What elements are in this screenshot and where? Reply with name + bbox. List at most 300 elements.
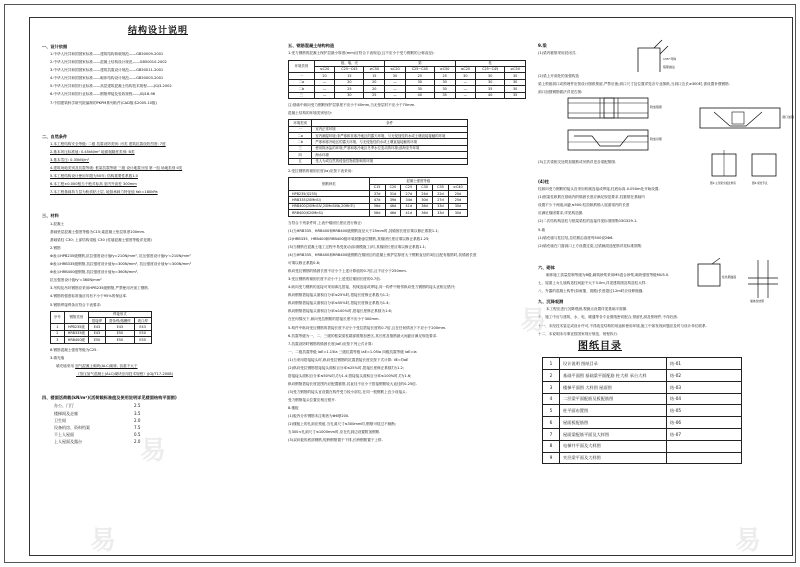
beam-note: (2)梁上开洞处的加强构造 — [538, 73, 580, 78]
load-name: 办公、门厅 — [54, 403, 74, 409]
table-cell: 使用除冰盐的环境;严寒和寒冷地区冬季水位变动的环境;滨海室外环境 — [312, 145, 468, 151]
table-header: 板、墙、壳 — [314, 60, 384, 66]
load-value: 2.5 — [134, 403, 141, 409]
table-cell: 41d — [401, 210, 417, 216]
subheading: 3.填充墙 — [50, 355, 65, 360]
table-cell: 四 — [289, 152, 312, 158]
table-cell: — — [314, 79, 335, 85]
table-subheader: ≤C20 — [314, 66, 335, 72]
drawing-index-row — [543, 393, 742, 405]
list-item: 纵向钢筋搭接接头面积百分率≤25%时,搭接长度修正系数为1.2; — [288, 293, 390, 298]
beam-note: 洞口加强钢筋做法详见右图: — [538, 89, 583, 94]
right-column — [538, 18, 788, 464]
table-subheader: C15 — [369, 184, 385, 190]
drawing-name: 柱平面布置图 — [560, 405, 667, 417]
list-item: (1)填充墙与柱拉结,拉结筋沿高度每500设2Φ6. — [538, 235, 614, 240]
stirrup-label: 箍筋做法 — [663, 65, 676, 69]
slab-notes — [288, 414, 528, 443]
drawing-name: 屋面梁配筋平面及大样图 — [560, 428, 667, 440]
steel-list — [42, 254, 274, 283]
table-cell: 30 — [505, 73, 526, 79]
table-cell: HRB400级 — [64, 337, 88, 343]
table-cell: E50 — [88, 337, 105, 343]
list-item: 3.中华人民共和国国家标准——建筑抗震设计规范——GB50011-2001 — [50, 68, 164, 73]
list-item: 抗压强度设计值fy'=360N/mm² — [50, 278, 102, 283]
table-cell: 36d — [417, 210, 433, 216]
watermark: 易 — [520, 306, 547, 336]
section-heading: 五、钢筋混凝土结构构造 — [288, 43, 335, 48]
table-cell: E50 — [106, 330, 135, 336]
subheading: 2.钢筋 — [50, 246, 61, 251]
column-detail-label: 柱纵筋锚固 — [722, 275, 736, 279]
anchor-notes — [288, 221, 528, 403]
concrete-text: 基础垫层混凝土强度等级为C15;素混凝土垫层厚度100mm. — [50, 229, 146, 234]
infill-wall-spec: 加气混凝土砌块(ALC)砌体, 容重不大于 — [75, 363, 138, 368]
drawing-name: 二层梁平面配筋及板配筋图 — [560, 393, 667, 405]
table-row — [51, 337, 152, 343]
list-item: 当符合下列条件时,上表中锚固长度应进行修正: — [288, 220, 363, 225]
drawing-code: 结-05 — [667, 405, 742, 417]
column-wall-diagram — [694, 258, 794, 304]
table-cell: E55 — [134, 337, 151, 343]
table-row — [289, 158, 468, 164]
table-cell: 35 — [476, 86, 505, 92]
load-name: 卫生间 — [54, 417, 66, 423]
list-item: (2)楼板上的孔洞应预留,当孔洞尺寸≤300mm时,钢筋可绕过不截断; — [288, 422, 397, 427]
drawing-index-table — [542, 357, 742, 464]
env-title: 混凝土结构的环境类别划分: — [288, 111, 333, 116]
table-cell: 25 — [335, 86, 364, 92]
table-cell: 三 — [289, 145, 312, 151]
section-heading: (4)柱 — [538, 178, 549, 184]
drawing-index-row — [543, 428, 742, 440]
load-value: 7.5 — [134, 424, 141, 430]
drawing-number: 7 — [543, 428, 560, 440]
table-cell: 1 — [51, 324, 65, 330]
table-cell: 33d — [433, 210, 449, 216]
settlement-text: 本工程应进行沉降观测,观测点设置详见基础平面图. — [546, 307, 628, 312]
drawing-name: 基础平面图 基础梁平面配筋 柱大样 承台大样 — [560, 370, 667, 382]
list-item: 应满足锚固要求,详见构造图. — [538, 211, 584, 216]
table-subheader: C25 — [401, 184, 417, 190]
subheading: 8.楼板 — [288, 406, 299, 411]
table-subheader: C25~C45 — [405, 66, 434, 72]
drawing-index-row — [543, 405, 742, 417]
table-cell: 30 — [335, 92, 364, 98]
list-item: 5.构件中纵向受压钢筋的搭接长度不应小于受拉搭接长度的0.7倍,且在任何情况下不应小于200mm. — [288, 325, 447, 330]
table-subheader: ≥C50 — [364, 66, 385, 72]
table-cell: 室内正常环境 — [312, 126, 468, 132]
detail-caption: 图2:梁柱节点 — [752, 182, 768, 185]
table-subheader: 搭接焊 — [88, 318, 105, 324]
load-name: 楼梯间及走廊 — [54, 410, 78, 416]
list-item: 可乘以修正系数0.8; — [288, 261, 321, 266]
drawing-number: 4 — [543, 393, 560, 405]
drawing-index-row — [543, 452, 742, 464]
drawing-name: 设计说明 图纸目录 — [560, 358, 667, 370]
load-value: 2.0 — [134, 417, 141, 423]
table-cell: 27d — [401, 191, 417, 197]
infill-wall-label: 填充墙采用 — [56, 363, 74, 368]
list-item: (2)HRB335、HRB400和RRB400级环氧树脂涂层钢筋,其锚固长度应乘以修正系数1.25; — [288, 236, 430, 241]
load-value: 0.5 — [134, 432, 141, 438]
list-item: 2.中华人民共和国国家标准——混凝土结构设计规范——GB50010-2002 — [50, 60, 167, 65]
beam-additional-stirrup-diagram — [564, 94, 674, 164]
beam-note: (3)主次梁相交处附加箍筋或吊筋详见各梁配筋图. — [538, 159, 617, 164]
load-name: 上人屋面及露台 — [54, 439, 82, 445]
table-cell: 34d — [401, 197, 417, 203]
weld-table — [50, 311, 152, 344]
detail-caption: 图1:主次梁交接处构造 — [710, 182, 736, 185]
list-item: 7.中国建筑科学研究院编制的PKPM系列软件(CAD版本2005.10版) — [50, 100, 157, 105]
list-item: 3.受压钢筋的锚固长度不应小于上述受拉锚固长度的0.7倍. — [288, 277, 381, 282]
watermark: 易 — [735, 526, 762, 556]
drawing-frame — [29, 17, 793, 556]
table-header: 序号 — [51, 311, 65, 324]
list-item: 在任何情况下,纵向受拉钢筋的搭接长度不应小于300mm. — [288, 317, 380, 322]
table-subheader: C35 — [433, 184, 449, 190]
list-item: (2)填充墙在门窗洞口上方设置过梁,过梁截面及配筋详见标准图集. — [538, 243, 643, 248]
list-item: 6.本工程±0.000相当于绝对标高 室内外高差 300mm — [50, 182, 137, 187]
list-item: 5.墙 — [538, 227, 546, 232]
table-subheader: ≤C20 — [455, 66, 476, 72]
table-cell: 27d — [433, 197, 449, 203]
table-cell: 25d — [448, 197, 467, 203]
list-item: 柱纵向受力钢筋的接头宜采用机械连接或焊接,柱底标高-0.050m处开始设置. — [538, 187, 660, 192]
list-item: 4.纵向受力钢筋的连接可采用绑扎搭接、机械连接或焊接,同一构件中相邻纵向受力钢筋的接头宜相互错开; — [288, 285, 456, 290]
list-item: (1)当采用搭接接头时,纵向受拉钢筋的抗震搭接长度应按下式计算: llE=ζlaE — [288, 357, 409, 362]
list-item: 6.中华人民共和国行业标准——钢筋焊接及验收规程——JGJ18-96 — [50, 92, 156, 97]
table-subheader: 坡口焊 — [134, 318, 151, 324]
table-cell: 二a — [289, 133, 312, 139]
list-item: 5.中华人民共和国行业标准——高层建筑混凝土结构技术规程——JGJ3-2002 — [50, 84, 172, 89]
beam-a-label: 附加箍筋 — [650, 105, 663, 109]
section-heading: 四、楼面活荷载(kN/m²)(活荷载标准值及使用说明详见楼面结构平面图) — [42, 394, 177, 400]
beam-opening-diagram — [698, 104, 798, 144]
list-item: 4.中华人民共和国国家标准——砌体结构设计规范——GB50003-2001 — [50, 76, 164, 81]
middle-column — [288, 18, 528, 446]
drawing-number: 9 — [543, 452, 560, 464]
table-cell: 35 — [505, 92, 526, 98]
section-heading: 二、自然条件 — [42, 133, 68, 139]
table-cell: HRB335级 — [64, 330, 88, 336]
drawing-code: 结-04 — [667, 393, 742, 405]
list-item: (3)双向板的底部钢筋,短跨钢筋置于下排,长跨钢筋置于上排. — [288, 438, 383, 443]
table-cell: — — [385, 86, 406, 92]
table-cell: 30 — [434, 86, 455, 92]
table-subheader: C30 — [417, 184, 433, 190]
table-cell: 24d — [417, 191, 433, 197]
table-header: 环境类别 — [289, 60, 315, 73]
list-item: 6.抗震等级为一、二、三级的框架梁柱端部箍筋加密区,其长度及箍筋最大间距应满足规范要求. — [288, 333, 438, 338]
table-cell: 30 — [476, 73, 505, 79]
table-cell: 3 — [51, 337, 65, 343]
wall-detail-label: 墙体拉结筋 — [750, 299, 764, 303]
drawing-index-row — [543, 440, 742, 452]
table-cell: 56d — [369, 203, 385, 209]
stirrup-hook-diagram — [630, 38, 680, 78]
table-cell: 30 — [455, 73, 476, 79]
table-cell: HPB235级 — [64, 324, 88, 330]
natural-conditions-list — [42, 142, 274, 195]
load-value: 2.0 — [134, 439, 141, 445]
list-item: 搭接接头面积百分率≤50%时,ζ为1.4;搭接接头面积百分率≤100%时,ζ为1.6; — [288, 373, 412, 378]
table-header: 混凝土强度等级 — [369, 178, 467, 184]
list-item: 1.中华人民共和国国家标准——建筑结构荷载规范——GB50009-2001 — [50, 52, 164, 57]
section-7: 七、屋面上女儿墙构造柱间距不大于3.0m,详见建筑图及构造柱大样. — [538, 281, 647, 286]
table-header: 钢筋种类 — [289, 178, 370, 191]
table-subheader: ≥C50 — [434, 66, 455, 72]
list-item: 4.建筑场地类别及抗震等级: 框架抗震等级 三级 设计地震分组 第一组 场地类别 II类 — [50, 166, 183, 171]
cover-intro: 1.受力钢筋的混凝土保护层最小厚度(mm)应符合下表规定(且不应小于受力钢筋的公称直径): — [288, 51, 435, 56]
drawing-sheet-border — [4, 4, 796, 563]
env-table — [288, 119, 468, 165]
table-cell: — — [455, 92, 476, 98]
table-cell: 40 — [405, 92, 434, 98]
table-cell: 三 — [289, 92, 315, 98]
table-cell: E50 — [134, 330, 151, 336]
drawing-index-title: 图纸目录 — [578, 341, 622, 353]
section-10: 十、施工中应与建筑、水、电、暖通等各专业图纸密切配合,预留孔洞及预埋件,不得后凿. — [538, 315, 678, 320]
table-header: 梁 — [385, 60, 455, 66]
table-cell: 25 — [434, 73, 455, 79]
table-cell: 30d — [417, 197, 433, 203]
drawing-name: 楼梯平面图 大样图 屋面图 — [560, 381, 667, 393]
table-cell: — — [314, 92, 335, 98]
drawing-code: 结-07 — [667, 428, 742, 440]
table-cell: 30d — [448, 203, 467, 209]
cover-table — [288, 60, 526, 100]
table-cell: 一 — [289, 126, 312, 132]
table-cell: 受人为或自然的侵蚀性物质影响的环境 — [312, 158, 468, 164]
table-subheader: C25~C45 — [335, 66, 364, 72]
section-11: 十一、未经技术鉴定或设计许可,不得改变结构的用途和使用环境,施工中如发现问题应及时与设计单位联系. — [538, 323, 707, 328]
table-cell: 37d — [369, 191, 385, 197]
infill-wall-text — [42, 364, 274, 369]
material-notes — [42, 286, 274, 307]
anchor-title: 2.受拉钢筋的锚固长度(la)应按下表采用: — [288, 169, 353, 174]
watermark: 易 — [90, 526, 117, 556]
hook-label: 135°弯钩 — [663, 57, 677, 61]
table-cell: RRB400(K20MnSi) — [289, 210, 370, 216]
drawing-index-row — [543, 358, 742, 370]
drawing-code — [667, 440, 742, 452]
column-notes — [538, 187, 788, 248]
drawing-code: 结-06 — [667, 417, 742, 429]
table-cell: 20d — [448, 191, 467, 197]
drawing-index-row — [543, 417, 742, 429]
table-cell: 海水环境 — [312, 152, 468, 158]
page-title: 结构设计说明 — [127, 26, 188, 36]
list-item: 受力钢筋接头位置应相互错开. — [288, 398, 336, 403]
table-subheader: ≤C20 — [385, 66, 406, 72]
table-cell: 39d — [385, 197, 401, 203]
list-item: (1)框架柱纵筋在基础内的锚固长度应满足规范要求,柱箍筋在基础内 — [538, 195, 645, 200]
drawing-name: 夹层梁平面及大样图 — [560, 452, 667, 464]
table-row — [289, 92, 526, 98]
table-cell: E43 — [88, 324, 105, 330]
table-cell: — — [385, 79, 406, 85]
table-cell: 30 — [434, 79, 455, 85]
list-item: 3.吊钩及吊环钢筋应采用HPB235级钢筋,严禁使用冷加工钢筋. — [50, 286, 149, 291]
table-cell: 严寒和寒冷地区的露天环境、与无侵蚀性的水或土壤直接接触的环境 — [312, 139, 468, 145]
table-cell: 25 — [405, 73, 434, 79]
table-cell: 46d — [385, 210, 401, 216]
table-subheader: 帮条焊/熔槽焊 — [106, 318, 135, 324]
table-cell: 30 — [505, 86, 526, 92]
table-cell: 一 — [289, 73, 315, 79]
table-cell: E43 — [134, 324, 151, 330]
table-cell: 47d — [369, 197, 385, 203]
table-cell: 22d — [433, 191, 449, 197]
drawing-number: 1 — [543, 358, 560, 370]
table-header: 环境类别 — [289, 120, 312, 126]
table-cell: 31d — [385, 191, 401, 197]
list-item: (3)受力钢筋的接头宜设置在构件受力较小部位,在同一根钢筋上宜少设接头. — [288, 390, 407, 395]
list-item: 当300<孔洞尺寸≤1000mm时,应在孔洞边设置附加钢筋. — [288, 430, 381, 435]
list-item: 5.钢筋焊接焊条应符合下表要求: — [50, 302, 102, 307]
table-cell: 41d — [401, 203, 417, 209]
list-item: (1)板内分布钢筋未注明者为Φ6@200. — [288, 414, 350, 419]
list-item: 7.本工程基础持力层为粉质粘土层, 地基承载力特征值 fak=180kPa — [50, 190, 158, 195]
table-cell: 30 — [505, 79, 526, 85]
table-cell: 20 — [335, 79, 364, 85]
list-item: Φ表示HRB335级钢筋,抗拉强度设计值fy=300N/mm², 抗压强度设计值fy'=300N/mm² — [50, 262, 192, 267]
table-subheader: C25~C45 — [476, 66, 505, 72]
live-load-table — [42, 403, 274, 444]
list-item: 7.抗震设防时钢筋的锚固长度(laE)应按下列公式计算: — [288, 341, 373, 346]
table-row — [289, 210, 468, 216]
watermark: 易 — [140, 436, 167, 466]
list-item: 纵向钢筋搭接接头面积百分率≤50%时,搭接长度修正系数为1.4; — [288, 301, 390, 306]
beam-b-label: 附加吊筋 — [650, 137, 663, 141]
section-heading: 六、砌体 — [538, 264, 555, 270]
weld-note: 6.钢筋混凝土强度等级为C25. — [50, 347, 98, 352]
table-cell: 30d — [448, 210, 467, 216]
table-cell: 15 — [364, 73, 385, 79]
drawing-number: 8 — [543, 440, 560, 452]
table-cell: 46d — [385, 203, 401, 209]
design-basis-list — [42, 52, 274, 105]
drawing-number: 5 — [543, 405, 560, 417]
masonry-text: 砌体施工质量控制等级为B级,砌筑砂浆采用M5混合砂浆,砌块强度等级MU5.0. — [546, 273, 670, 278]
list-item: 4.钢筋的强度标准值应具有不小于95%的保证率. — [50, 294, 128, 299]
subheading: 1.混凝土 — [50, 221, 65, 226]
list-item: 3.基本雪压: 0.35kN/m² — [50, 158, 90, 163]
load-name: 设备机房、资料档案 — [54, 424, 90, 430]
table-cell: HRB335(20MnSi) — [289, 197, 370, 203]
list-item: (3)当钢筋在混凝土施工过程中易受扰动(如滑模施工)时,其锚固长度应乘以修正系数1.1; — [288, 244, 427, 249]
table-cell: 56d — [369, 210, 385, 216]
table-cell: 20 — [364, 79, 385, 85]
list-item: (1)当HRB335、HRB400和RRB400级钢筋直径大于25mm时,其锚固长度应乘以修正系数1.1; — [288, 228, 439, 233]
cover-note: 注:基础中纵向受力钢筋保护层厚度不应小于40mm,当无垫层时不应小于70mm. — [288, 103, 416, 108]
list-item: (2)二次结构构造柱与框架梁柱的连接详见标准图集03G329-1. — [538, 219, 638, 224]
section-heading: 九、沉降观测 — [538, 298, 564, 304]
table-cell: 二a — [289, 79, 315, 85]
table-cell: 五 — [289, 158, 312, 164]
opening-label: 洞口加强 — [782, 115, 795, 119]
table-cell: — — [314, 86, 335, 92]
table-header: 条件 — [312, 120, 468, 126]
table-cell: 二b — [289, 139, 312, 145]
list-item: (2)纵向受拉钢筋搭接接头面积百分率≤25%时,搭接长度修正系数ζ为1.2; — [288, 365, 404, 370]
table-header: 钢筋类别 — [64, 311, 88, 324]
table-subheader: ≥C40 — [448, 184, 467, 190]
anchor-table — [288, 177, 468, 217]
table-cell: 35 — [434, 92, 455, 98]
table-cell: 室内潮湿环境;非严寒和非寒冷地区的露天环境、与无侵蚀性的水或土壤直接接触的环境 — [312, 133, 468, 139]
drawing-code: 结-03 — [667, 381, 742, 393]
drawing-name: 电梯井平面及大样图 — [560, 440, 667, 452]
infill-wall-standard: 《蒸压加气混凝土(ALC)砌块应用技术规程》(JGJ/T17-2008) — [76, 371, 173, 376]
list-item: 2.基本风压标准值: 0.45kN/m² 地面粗糙度类别: B类 — [50, 150, 135, 155]
table-cell: HPB235(Q235) — [289, 191, 370, 197]
table-cell: 20 — [314, 73, 335, 79]
table-cell: 15 — [335, 73, 364, 79]
list-item: 一、二级抗震等级 laE=1.15la 三级抗震等级 laE=1.05la 四级抗震等级 laE=la — [288, 349, 417, 354]
drawing-number: 3 — [543, 381, 560, 393]
drawing-code: 结-02 — [667, 370, 742, 382]
list-item: Φ表示HRB400级钢筋,抗拉强度设计值fy=360N/mm², — [50, 270, 139, 275]
drawing-number: 2 — [543, 370, 560, 382]
beam-column-joint-diagram — [708, 148, 798, 188]
drawing-code: 结-01 — [667, 358, 742, 370]
table-cell: E43 — [106, 324, 135, 330]
table-cell: 36d — [417, 203, 433, 209]
table-cell: — — [385, 92, 406, 98]
list-item: 设置不少于两道,间距≤500;柱顶纵筋锚入屋面梁内的长度 — [538, 203, 630, 208]
drawing-index-row — [543, 381, 742, 393]
drawing-name: 屋面板配筋图 — [560, 417, 667, 429]
list-item: 纵向受拉钢筋的锚固长度不应小于上述计算值的0.7倍,且不应小于250mm. — [288, 269, 407, 274]
concrete-text: 基础梁柱 C30; 上部结构梁板 C30 (柱墙混凝土强度等级详见图) — [50, 238, 152, 243]
table-cell: 2 — [51, 330, 65, 336]
load-name: 不上人屋面 — [54, 432, 74, 438]
table-cell: 33d — [433, 203, 449, 209]
table-cell: E50 — [106, 337, 135, 343]
list-item: 5.本工程结构设计使用年限为50年; 结构重要性系数1.0 — [50, 174, 138, 179]
table-cell: 30 — [405, 79, 434, 85]
table-cell: 30 — [385, 73, 406, 79]
section-12: 十二、本说明未尽事宜按国家现行规范、规程执行. — [538, 331, 619, 336]
table-cell: — — [455, 86, 476, 92]
table-cell: HRB400(20MnSiV,20MnSiNb,20MnTi) — [289, 203, 370, 209]
left-column — [42, 18, 274, 445]
list-item: Φ表示HPB235级钢筋,抗拉强度设计值fy=210N/mm², 抗压强度设计值fy'=210N/mm² — [50, 254, 191, 259]
table-cell: 二b — [289, 86, 315, 92]
beam-note: (1)梁内箍筋采用封闭式. — [538, 51, 577, 56]
table-cell: 30 — [476, 79, 505, 85]
table-cell: — — [455, 79, 476, 85]
table-cell: E43 — [88, 330, 105, 336]
table-cell: 35 — [405, 86, 434, 92]
list-item: (4)当HRB335、HRB400和RRB400级钢筋在锚固区的混凝土保护层厚度大于钢筋直径的3倍且配有箍筋时,其锚固长度 — [288, 252, 477, 257]
load-value: 3.5 — [134, 410, 141, 416]
list-item: 1.本工程结构安全等级: 二级 抗震设防类别: 丙类 建筑抗震设防烈度: 7度 — [50, 142, 166, 147]
table-cell: 25 — [364, 92, 385, 98]
table-header: 柱 — [455, 60, 526, 66]
table-subheader: C20 — [385, 184, 401, 190]
table-cell: 20 — [364, 86, 385, 92]
section-heading: 一、设计依据 — [42, 43, 68, 49]
section-8: 八、外露的混凝土构件(如雨篷、挑檐)长度超过12m时应设伸缩缝. — [538, 289, 644, 294]
table-cell: 40 — [476, 92, 505, 98]
table-header: 焊接形式 — [88, 311, 151, 317]
list-item: 纵向钢筋搭接长度范围内应配置箍筋,其直径不应小于搭接钢筋较大直径的0.25倍. — [288, 381, 417, 386]
beam-note: 梁上预留洞口或预埋件应按设计图纸预留,严禁后凿;洞口尺寸及位置详见各专业图纸,当洞口边长≥300时,需设置补强钢筋. — [538, 81, 730, 86]
drawing-code — [667, 452, 742, 464]
